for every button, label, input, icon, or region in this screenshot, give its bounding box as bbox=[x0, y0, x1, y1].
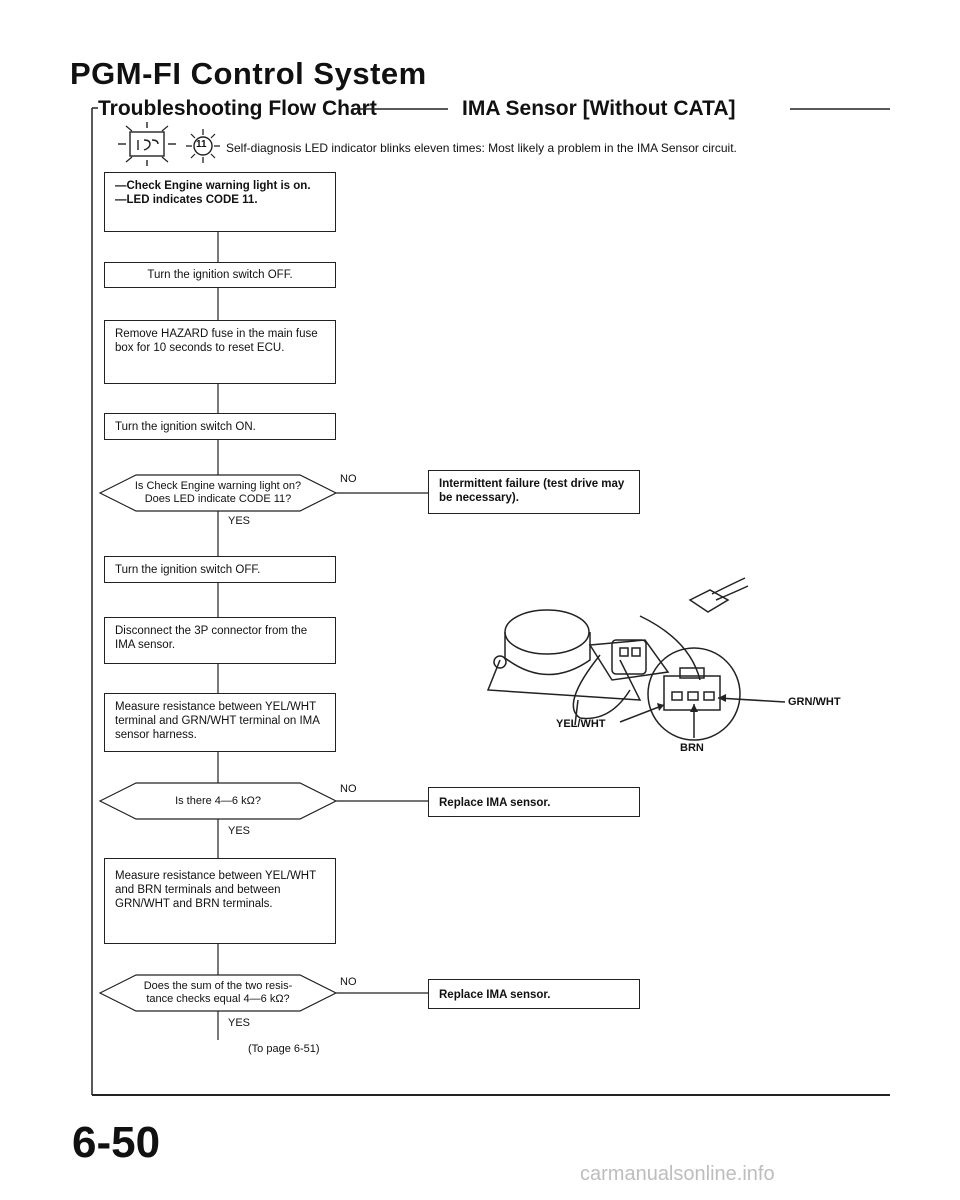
step-measure-resistance-2: Measure resistance between YEL/WHT and BRN terminals and between GRN/WHT and BRN terminals. bbox=[104, 858, 336, 944]
symptom-line2: —LED indicates CODE 11. bbox=[115, 194, 258, 206]
page-title: PGM-FI Control System bbox=[70, 56, 427, 91]
intro-text: Self-diagnosis LED indicator blinks eleven times: Most likely a problem in the IMA Sensor circuit. bbox=[226, 141, 737, 155]
no-label-1: NO bbox=[340, 473, 357, 485]
question-2: Is there 4—6 kΩ? bbox=[175, 795, 261, 807]
question-3-line2: tance checks equal 4—6 kΩ? bbox=[146, 993, 290, 1005]
flowchart-subtitle: Troubleshooting Flow Chart bbox=[98, 97, 377, 120]
no-label-2: NO bbox=[340, 783, 357, 795]
intermittent-failure-box: Intermittent failure (test drive may be necessary). bbox=[428, 470, 640, 514]
no-label-3: NO bbox=[340, 976, 357, 988]
led-code-icon bbox=[118, 122, 176, 166]
step-ignition-off-1: Turn the ignition switch OFF. bbox=[104, 262, 336, 288]
ima-sensor-illustration bbox=[488, 578, 785, 740]
label-grn-wht: GRN/WHT bbox=[788, 696, 841, 708]
watermark: carmanualsonline.info bbox=[580, 1163, 775, 1185]
yes-label-1: YES bbox=[228, 515, 251, 527]
question-3-line1: Does the sum of the two resis- bbox=[143, 980, 293, 992]
label-brn: BRN bbox=[680, 742, 704, 754]
page-number: 6-50 bbox=[72, 1118, 161, 1167]
step-remove-fuse: Remove HAZARD fuse in the main fuse box for 10 seconds to reset ECU. bbox=[104, 320, 336, 384]
symptom-line1: —Check Engine warning light is on. bbox=[115, 180, 311, 192]
question-1-line1: Is Check Engine warning light on? bbox=[134, 480, 302, 492]
question-1-line2: Does LED indicate CODE 11? bbox=[144, 493, 292, 505]
replace-sensor-box-2: Replace IMA sensor. bbox=[428, 979, 640, 1009]
flowchart-topic: IMA Sensor [Without CATA] bbox=[462, 97, 736, 120]
code-number: 11 bbox=[196, 139, 207, 150]
yes-label-3: YES bbox=[228, 1017, 251, 1029]
question-1 bbox=[120, 480, 316, 506]
step-disconnect-connector: Disconnect the 3P connector from the IMA sensor. bbox=[104, 617, 336, 664]
replace-sensor-box-1: Replace IMA sensor. bbox=[428, 787, 640, 817]
question-3 bbox=[120, 980, 316, 1006]
step-ignition-on: Turn the ignition switch ON. bbox=[104, 413, 336, 440]
continue-page-note: (To page 6-51) bbox=[248, 1043, 320, 1055]
yes-label-2: YES bbox=[228, 825, 251, 837]
step-measure-resistance-1: Measure resistance between YEL/WHT terminal and GRN/WHT terminal on IMA sensor harness. bbox=[104, 693, 336, 752]
symptom-box bbox=[104, 172, 336, 232]
step-ignition-off-2: Turn the ignition switch OFF. bbox=[104, 556, 336, 583]
label-yel-wht: YEL/WHT bbox=[556, 718, 606, 730]
